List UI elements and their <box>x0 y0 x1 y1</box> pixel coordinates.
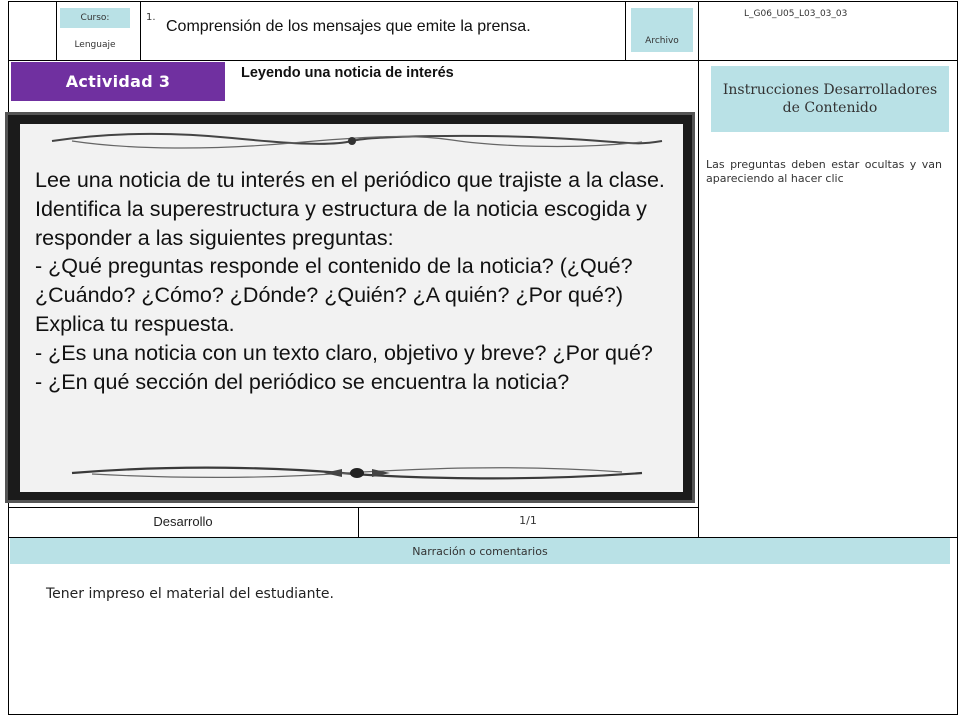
activity-title: Leyendo una noticia de interés <box>241 65 454 81</box>
course-value: Lenguaje <box>74 40 116 50</box>
header-divider <box>8 60 958 61</box>
ornament-top-icon <box>32 128 672 154</box>
stage-row-top <box>8 507 698 508</box>
ornament-bottom-icon <box>62 460 652 486</box>
document-code: L_G06_U05_L03_03_03 <box>744 9 848 19</box>
narration-label: Narración o comentarios <box>10 538 950 564</box>
narration-text: Tener impreso el material del estudiante. <box>46 586 334 602</box>
page-counter: 1/1 <box>519 514 537 527</box>
activity-panel <box>20 124 683 492</box>
activity-frame <box>5 112 695 503</box>
file-col-right <box>698 1 699 538</box>
stage-label: Desarrollo <box>153 514 213 529</box>
instructions-note: Las preguntas deben estar ocultas y van apareciendo al hacer clic <box>706 158 942 185</box>
item-number: 1. <box>146 12 156 23</box>
file-col-left <box>625 1 626 60</box>
activity-instructions: Lee una noticia de tu interés en el periódico que trajiste a la clase. Identifica la superestructura y estructura de la noticia escogida y responder a las siguientes preguntas: - ¿Qué preguntas responde el contenido de la noticia? (¿Qué? ¿Cuándo? ¿Cómo? ¿Dónde? ¿Quién? ¿A quién? ¿Por qué?) Explica tu respuesta. - ¿Es una noticia con un texto claro, objetivo y breve? ¿Por qué? - ¿En qué sección del periódico se encuentra la noticia? <box>35 168 665 394</box>
course-col-left <box>56 1 57 60</box>
file-label: Archivo <box>631 8 693 52</box>
stage-divider <box>358 507 359 538</box>
border-bottom <box>8 714 958 715</box>
border-top <box>8 1 958 2</box>
border-right <box>957 1 958 715</box>
course-label: Curso: <box>60 8 130 28</box>
activity-badge: Actividad 3 <box>11 62 225 101</box>
instructions-title: Instrucciones Desarrolladores de Contenido <box>711 66 949 132</box>
page-title: Comprensión de los mensajes que emite la prensa. <box>166 18 531 35</box>
course-col-right <box>140 1 141 60</box>
